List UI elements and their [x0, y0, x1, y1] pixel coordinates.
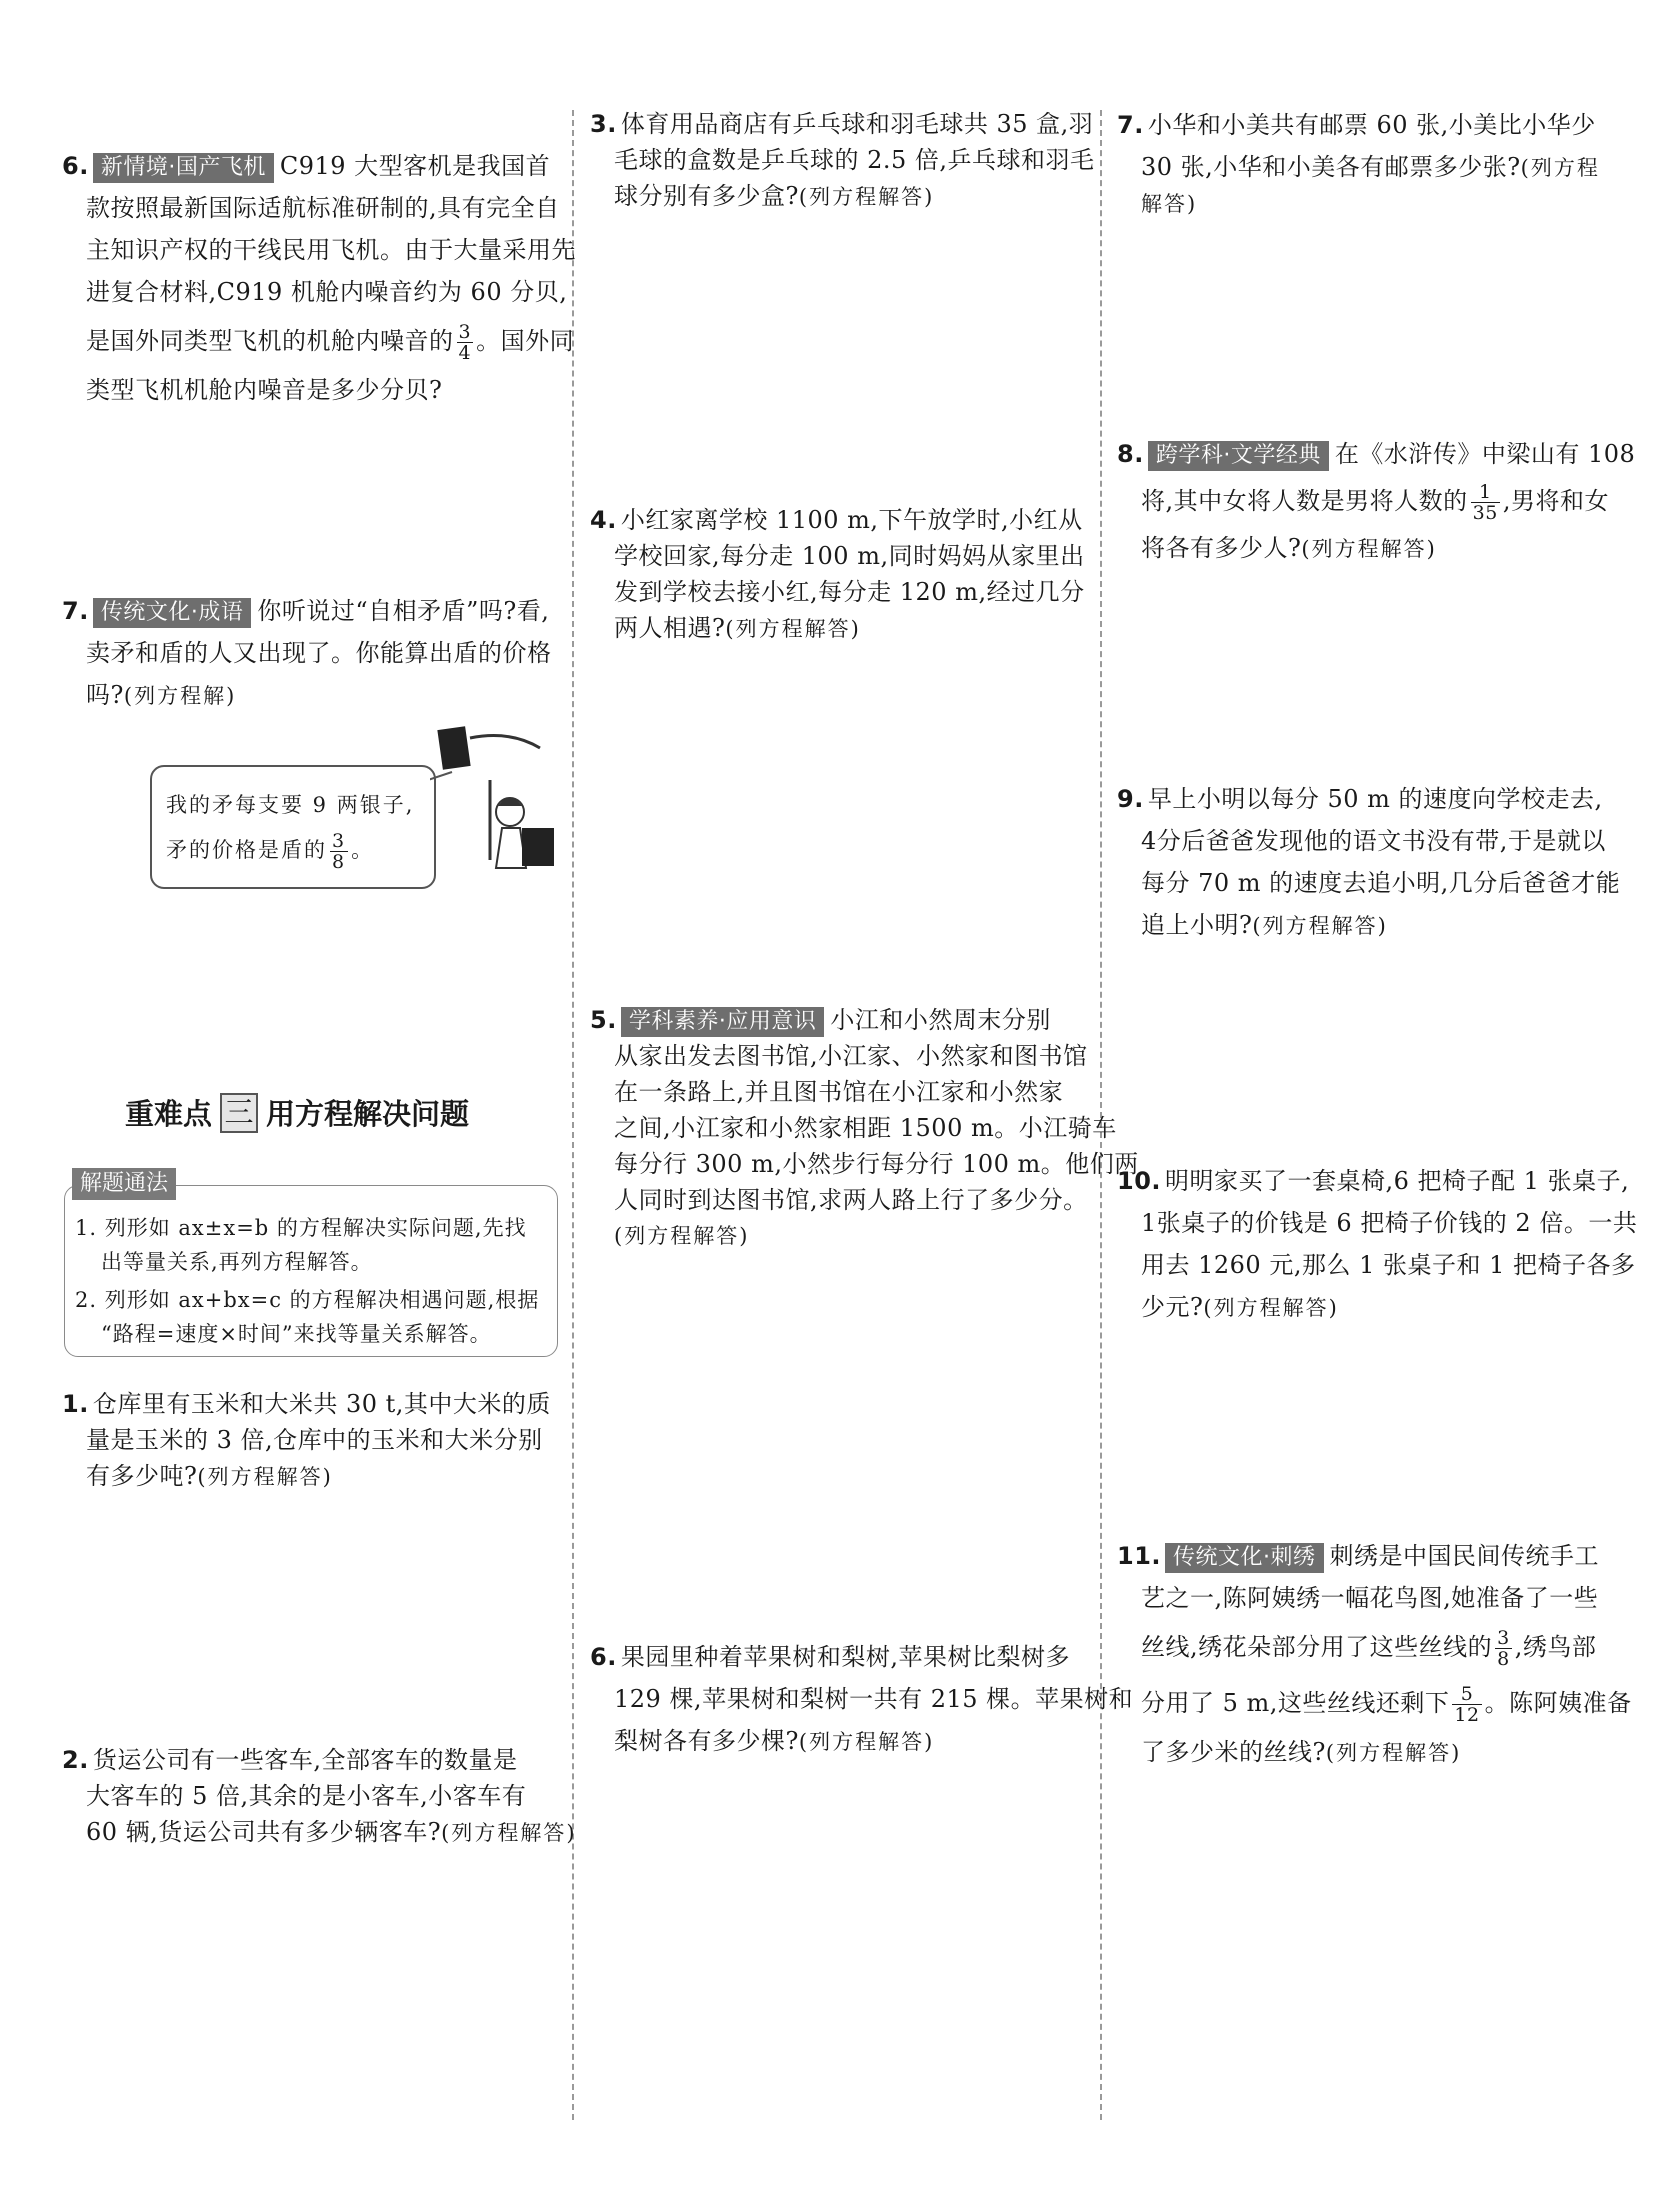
question-number: 2.: [62, 1746, 89, 1774]
question-right-7: 7. 小华和小美共有邮票 60 张,小美比小华少 30 张,小华和小美各有邮票多少张?(列方程 解答): [1117, 111, 1600, 216]
method-box-title: 解题通法: [72, 1168, 176, 1200]
answer-hint: (列方程解答): [798, 1730, 935, 1754]
question-right-10: 10. 明明家买了一套桌椅,6 把椅子配 1 张桌子, 1张桌子的价钱是 6 把椅子价钱的 2 倍。一共 用去 1260 元,那么 1 张桌子和 1 把椅子各多 少元?(列方程解答): [1117, 1167, 1638, 1321]
question-tag: 传统文化·成语: [93, 598, 252, 628]
answer-hint: (列方程解答): [725, 617, 861, 641]
answer-hint: (列方程解答): [1325, 1741, 1462, 1765]
question-middle-5: 5. 学科素养·应用意识 小江和小然周末分别 从家出发去图书馆,小江家、小然家和图书馆 在一条路上,并且图书馆在小江家和小然家 之间,小江家和小然家相距 1500 m。小江骑车 每分行 300 m,小然步行每分行 100 m。他们两 人同时到达图书馆,求两人路上行了多少分。 (列方程解答): [590, 1002, 1090, 1254]
question-right-11: 11. 传统文化·刺绣 刺绣是中国民间传统手工 艺之一,陈阿姨绣一幅花鸟图,她准备了一些 丝线,绣花朵部分用了这些丝线的 $\frac{3}{8}$ ,绣鸟部 分用了 5 m,这些丝线还剩下 $\frac{5}{12}$ 。陈阿姨准备 了多少米的丝线?(列方程解答): [1117, 1542, 1632, 1766]
question-number: 6.: [62, 152, 89, 180]
answer-hint: (列方程解答): [441, 1821, 577, 1845]
question-number: 9.: [1117, 785, 1144, 813]
question-left-6: 6. 新情境·国产飞机 C919 大型客机是我国首 款按照最新国际适航标准研制的,具有完全自 主知识产权的干线民用飞机。由于大量采用先 进复合材料,C919 机舱内噪音约为 60 分贝, 是国外同类型飞机的机舱内噪音的 $\frac{3}{4}$ 。国外同 类型飞机机舱内噪音是多少分贝?: [62, 152, 576, 404]
question-number: 8.: [1117, 440, 1144, 468]
method-box: 1. 列形如 ax±x=b 的方程解决实际问题,先找 出等量关系,再列方程解答。 2. 列形如 ax+bx=c 的方程解决相遇问题,根据 “路程=速度×时间”来找等量关系解答。: [64, 1185, 558, 1357]
question-number: 5.: [590, 1006, 617, 1034]
answer-hint: (列方程: [1520, 156, 1600, 180]
question-number: 7.: [62, 597, 89, 625]
question-tag: 学科素养·应用意识: [621, 1007, 825, 1037]
answer-hint: (列方程解答): [614, 1224, 750, 1248]
question-left-7: 7. 传统文化·成语 你听说过“自相矛盾”吗?看, 卖矛和盾的人又出现了。你能算出盾的价格 吗?(列方程解): [62, 597, 552, 709]
fraction: $\frac{5}{12}$: [1454, 1683, 1480, 1726]
question-number: 11.: [1117, 1542, 1162, 1570]
question-right-9: 9. 早上小明以每分 50 m 的速度向学校走去, 4分后爸爸发现他的语文书没有带,于是就以 每分 70 m 的速度去追小明,几分后爸爸才能 追上小明?(列方程解答): [1117, 785, 1621, 939]
question-middle-6: 6. 果园里种着苹果树和梨树,苹果树比梨树多 129 棵,苹果树和梨树一共有 215 棵。苹果树和 梨树各有多少棵?(列方程解答): [590, 1643, 1134, 1755]
question-number: 4.: [590, 506, 617, 534]
question-left-2: 2. 货运公司有一些客车,全部客车的数量是 大客车的 5 倍,其余的是小客车,小客车有 60 辆,货运公司共有多少辆客车?(列方程解答): [62, 1746, 577, 1846]
speech-bubble: 我的矛每支要 9 两银子, 矛的价格是盾的 $\frac{3}{8}$ 。: [150, 765, 436, 889]
answer-hint: (列方程解): [123, 684, 237, 708]
question-right-8: 8. 跨学科·文学经典 在《水浒传》中梁山有 108 将,其中女将人数是男将人数的 $\frac{1}{35}$ ,男将和女 将各有多少人?(列方程解答): [1117, 440, 1636, 562]
fraction: $\frac{3}{4}$: [458, 321, 472, 364]
fraction: $\frac{3}{8}$: [332, 830, 347, 873]
fraction: $\frac{3}{8}$: [1497, 1627, 1510, 1670]
question-tag: 新情境·国产飞机: [93, 153, 274, 183]
question-number: 3.: [590, 110, 617, 138]
question-number: 6.: [590, 1643, 617, 1671]
question-left-1: 1. 仓库里有玉米和大米共 30 t,其中大米的质 量是玉米的 3 倍,仓库中的玉米和大米分别 有多少吨?(列方程解答): [62, 1390, 551, 1490]
answer-hint: (列方程解答): [1203, 1296, 1339, 1320]
question-number: 7.: [1117, 111, 1144, 139]
question-tag: 跨学科·文学经典: [1148, 441, 1329, 471]
question-number: 10.: [1117, 1167, 1162, 1195]
answer-hint: (列方程解答): [197, 1465, 333, 1489]
question-middle-3: 3. 体育用品商店有乒乓球和羽毛球共 35 盒,羽 毛球的盒数是乒乓球的 2.5 倍,乒乓球和羽毛 球分别有多少盒?(列方程解答): [590, 110, 1095, 210]
question-tag: 传统文化·刺绣: [1165, 1543, 1324, 1573]
section-number-box: 三: [220, 1093, 258, 1133]
merchant-illustration: [430, 720, 560, 870]
answer-hint: (列方程解答): [1252, 914, 1388, 938]
question-number: 1.: [62, 1390, 89, 1418]
question-middle-4: 4. 小红家离学校 1100 m,下午放学时,小红从 学校回家,每分走 100 m,同时妈妈从家里出 发到学校去接小红,每分走 120 m,经过几分 两人相遇?(列方程解答): [590, 506, 1085, 642]
fraction: $\frac{1}{35}$: [1472, 481, 1498, 524]
section-heading: 重难点 三 用方程解决问题: [125, 1094, 470, 1131]
answer-hint: (列方程解答): [1301, 537, 1437, 561]
answer-hint: (列方程解答): [798, 185, 935, 209]
